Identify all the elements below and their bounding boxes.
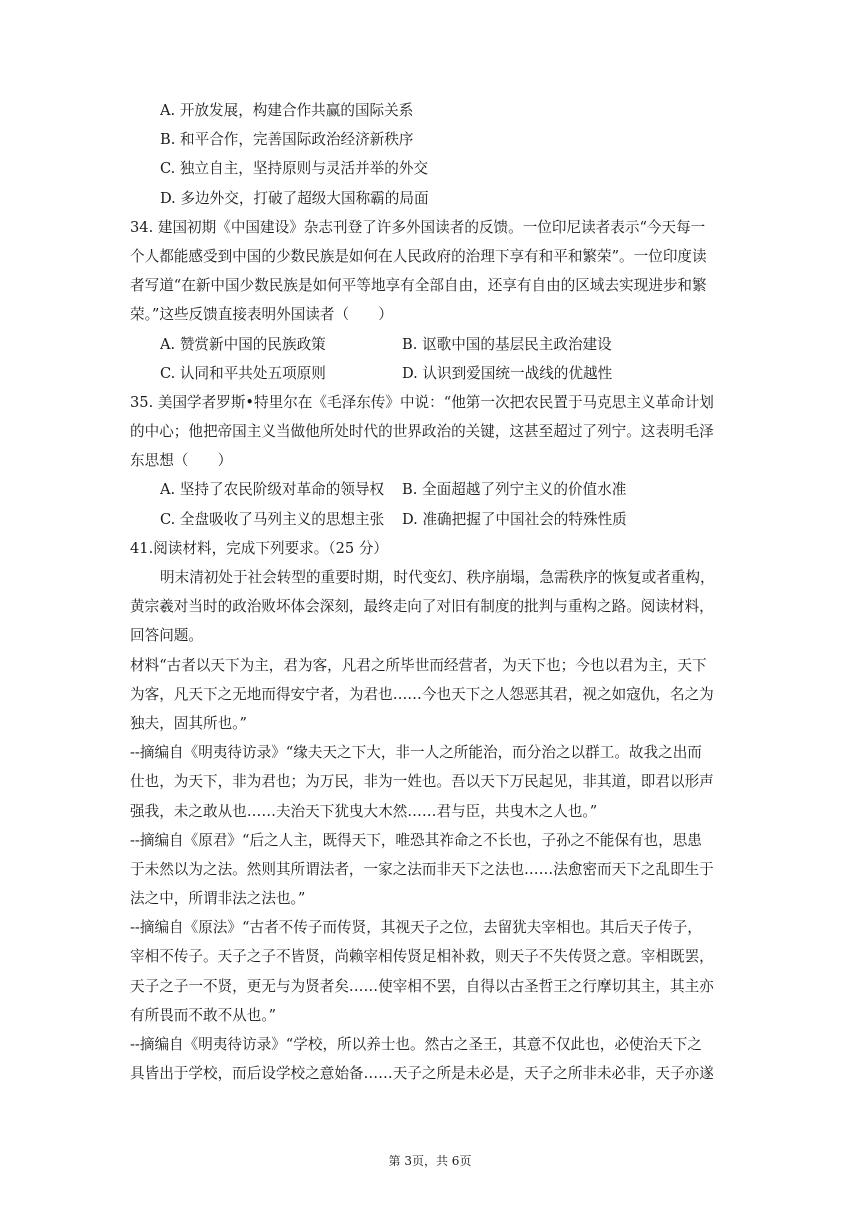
q41-material-line: --摘编自《原法》“古者不传子而传贤，其视天子之位，去留犹夫宰相也。其后天子传子， [130,919,702,937]
q41-intro-line: 回答问题。 [130,627,203,645]
q35-options-row [130,505,736,534]
q41-material-line: 材料“古者以天下为主，君为客，凡君之所毕世而经营者，为天下也；今也以君为主，天下 [130,656,707,674]
q35-text-line: 东思想（ ） [130,452,233,470]
q41-material-line: 有所畏而不敢不从也。” [130,1006,277,1024]
q41-intro-line: 黄宗羲对当时的政治败坏体会深刻，最终走向了对旧有制度的批判与重构之路。阅读材料， [130,598,714,616]
q41-heading: 41.阅读材料，完成下列要求。（25 分） [130,539,389,557]
q33-option-a: A. 开放发展，构建合作共赢的国际关系 [160,102,414,119]
q41-material-line: 天子之子一不贤，更无与为贤者矣……使宰相不罢，自得以古圣哲王之行摩切其主，其主亦 [130,977,714,995]
page-footer: 第 3页，共 6页 [388,1154,472,1168]
q34-option-c: C. 认同和平共处五项原则 [160,364,326,382]
q41-material-line: --摘编自《原君》“后之人主，既得天下，唯恐其祚命之不长也，子孙之不能保有也，思患 [130,831,702,849]
q35-option-c: C. 全盘吸收了马列主义的思想主张 [160,510,385,528]
q34-text-line: 34. 建国初期《中国建设》杂志刊登了许多外国读者的反馈。一位印尼读者表示“今天每一 [130,218,706,236]
q35-options-row [130,475,736,504]
q33-option-d: D. 多边外交，打破了超级大国称霸的局面 [160,189,429,207]
q34-options-row [130,359,736,388]
q41-material-line: 于未然以为之法。然则其所谓法者，一家之法而非天下之法也……法愈密而天下之乱即生于 [130,860,714,878]
q41-material-line: 独夫，固其所也。” [130,714,247,732]
q41-material-line: --摘编自《明夷待访录》“学校，所以养士也。然古之圣王，其意不仅此也，必使治天下之 [130,1036,702,1053]
q33-option-b: B. 和平合作，完善国际政治经济新秩序 [160,131,414,149]
q35-option-d: D. 准确把握了中国社会的特殊性质 [402,510,627,528]
q41-material-line: 具皆出于学校，而后设学校之意始备……天子之所是未必是，天子之所非未必非，天子亦遂 [130,1065,714,1083]
q41-material-line: --摘编自《明夷待访录》“缘夫天之下大，非一人之所能治，而分治之以群工。故我之出而 [130,744,702,762]
q34-text-line: 荣。”这些反馈直接表明外国读者（ ） [130,306,393,324]
q41-material-line: 宰相不传子。天子之子不皆贤，尚赖宰相传贤足相补救，则天子不失传贤之意。宰相既罢， [130,948,714,966]
q34-option-b: B. 讴歌中国的基层民主政治建设 [402,335,612,353]
q35-option-a: A. 坚持了农民阶级对革命的领导权 [160,481,385,499]
q34-option-d: D. 认识到爱国统一战线的优越性 [402,364,613,382]
q34-text-line: 个人都能感受到中国的少数民族是如何在人民政府的治理下享有和平和繁荣”。一位印度读 [130,247,707,265]
q35-text-line: 的中心；他把帝国主义当做他所处时代的世界政治的关键，这甚至超过了列宁。这表明毛泽 [130,423,714,441]
q34-options-row [130,330,736,359]
q41-material-line: 为客，凡天下之无地而得安宁者，为君也……今也天下之人怨恶其君，视之如寇仇，名之为 [130,685,714,703]
q41-material-line: 强我，未之敢从也……夫治天下犹曳大木然……君与臣，共曳木之人也。” [130,802,598,820]
q34-option-a: A. 赞赏新中国的民族政策 [160,335,326,353]
q41-material-line: 法之中，所谓非法之法也。” [130,890,306,908]
q33-option-c: C. 独立自主，坚持原则与灵活并举的外交 [160,160,429,178]
q41-material-line: 仕也，为天下，非为君也；为万民，非为一姓也。吾以天下万民起见，非其道，即君以形声 [130,773,714,791]
q35-option-b: B. 全面超越了列宁主义的价值水准 [402,481,627,499]
page-content [130,96,736,1088]
q34-text-line: 者写道“在新中国少数民族是如何平等地享有全部自由，还享有自由的区域去实现进步和繁 [130,277,707,295]
q41-intro-line: 明末清初处于社会转型的重要时期，时代变幻、秩序崩塌，急需秩序的恢复或者重构， [160,569,715,586]
q35-text-line: 35. 美国学者罗斯•特里尔在《毛泽东传》中说：“他第一次把农民置于马克思主义革命计划 [130,393,714,411]
